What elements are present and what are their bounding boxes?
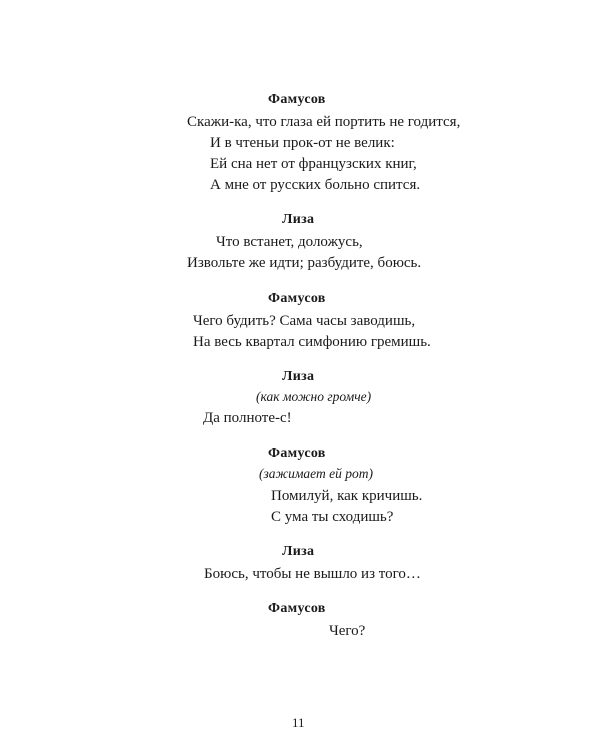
verse-line: На весь квартал симфонию гремишь. bbox=[193, 334, 431, 350]
verse-line: Скажи-ка, что глаза ей портить не годится, bbox=[187, 114, 461, 130]
speaker-name: Лиза bbox=[282, 544, 315, 559]
stage-direction: (как можно громче) bbox=[256, 389, 372, 404]
speaker-name: Фамусов bbox=[268, 446, 326, 461]
verse-line: С ума ты сходишь? bbox=[271, 509, 394, 525]
verse-line: Ей сна нет от французских книг, bbox=[210, 156, 417, 172]
verse-line: Что встанет, доложусь, bbox=[216, 234, 363, 250]
speaker-name: Лиза bbox=[282, 212, 315, 227]
verse-line: И в чтеньи прок-от не велик: bbox=[210, 135, 395, 151]
speaker-name: Лиза bbox=[282, 369, 315, 384]
page-number: 11 bbox=[292, 715, 305, 730]
verse-line: Чего? bbox=[329, 623, 366, 639]
verse-line: Боюсь, чтобы не вышло из того… bbox=[204, 566, 421, 582]
verse-line: Да полноте-с! bbox=[203, 410, 292, 426]
speaker-name: Фамусов bbox=[268, 291, 326, 306]
verse-line: Извольте же идти; разбудите, боюсь. bbox=[187, 255, 422, 271]
speaker-name: Фамусов bbox=[268, 92, 326, 107]
verse-line: А мне от русских больно спится. bbox=[210, 177, 421, 193]
verse-line: Чего будить? Сама часы заводишь, bbox=[193, 313, 416, 329]
verse-line: Помилуй, как кричишь. bbox=[271, 488, 423, 504]
stage-direction: (зажимает ей рот) bbox=[259, 466, 373, 481]
speaker-name: Фамусов bbox=[268, 601, 326, 616]
